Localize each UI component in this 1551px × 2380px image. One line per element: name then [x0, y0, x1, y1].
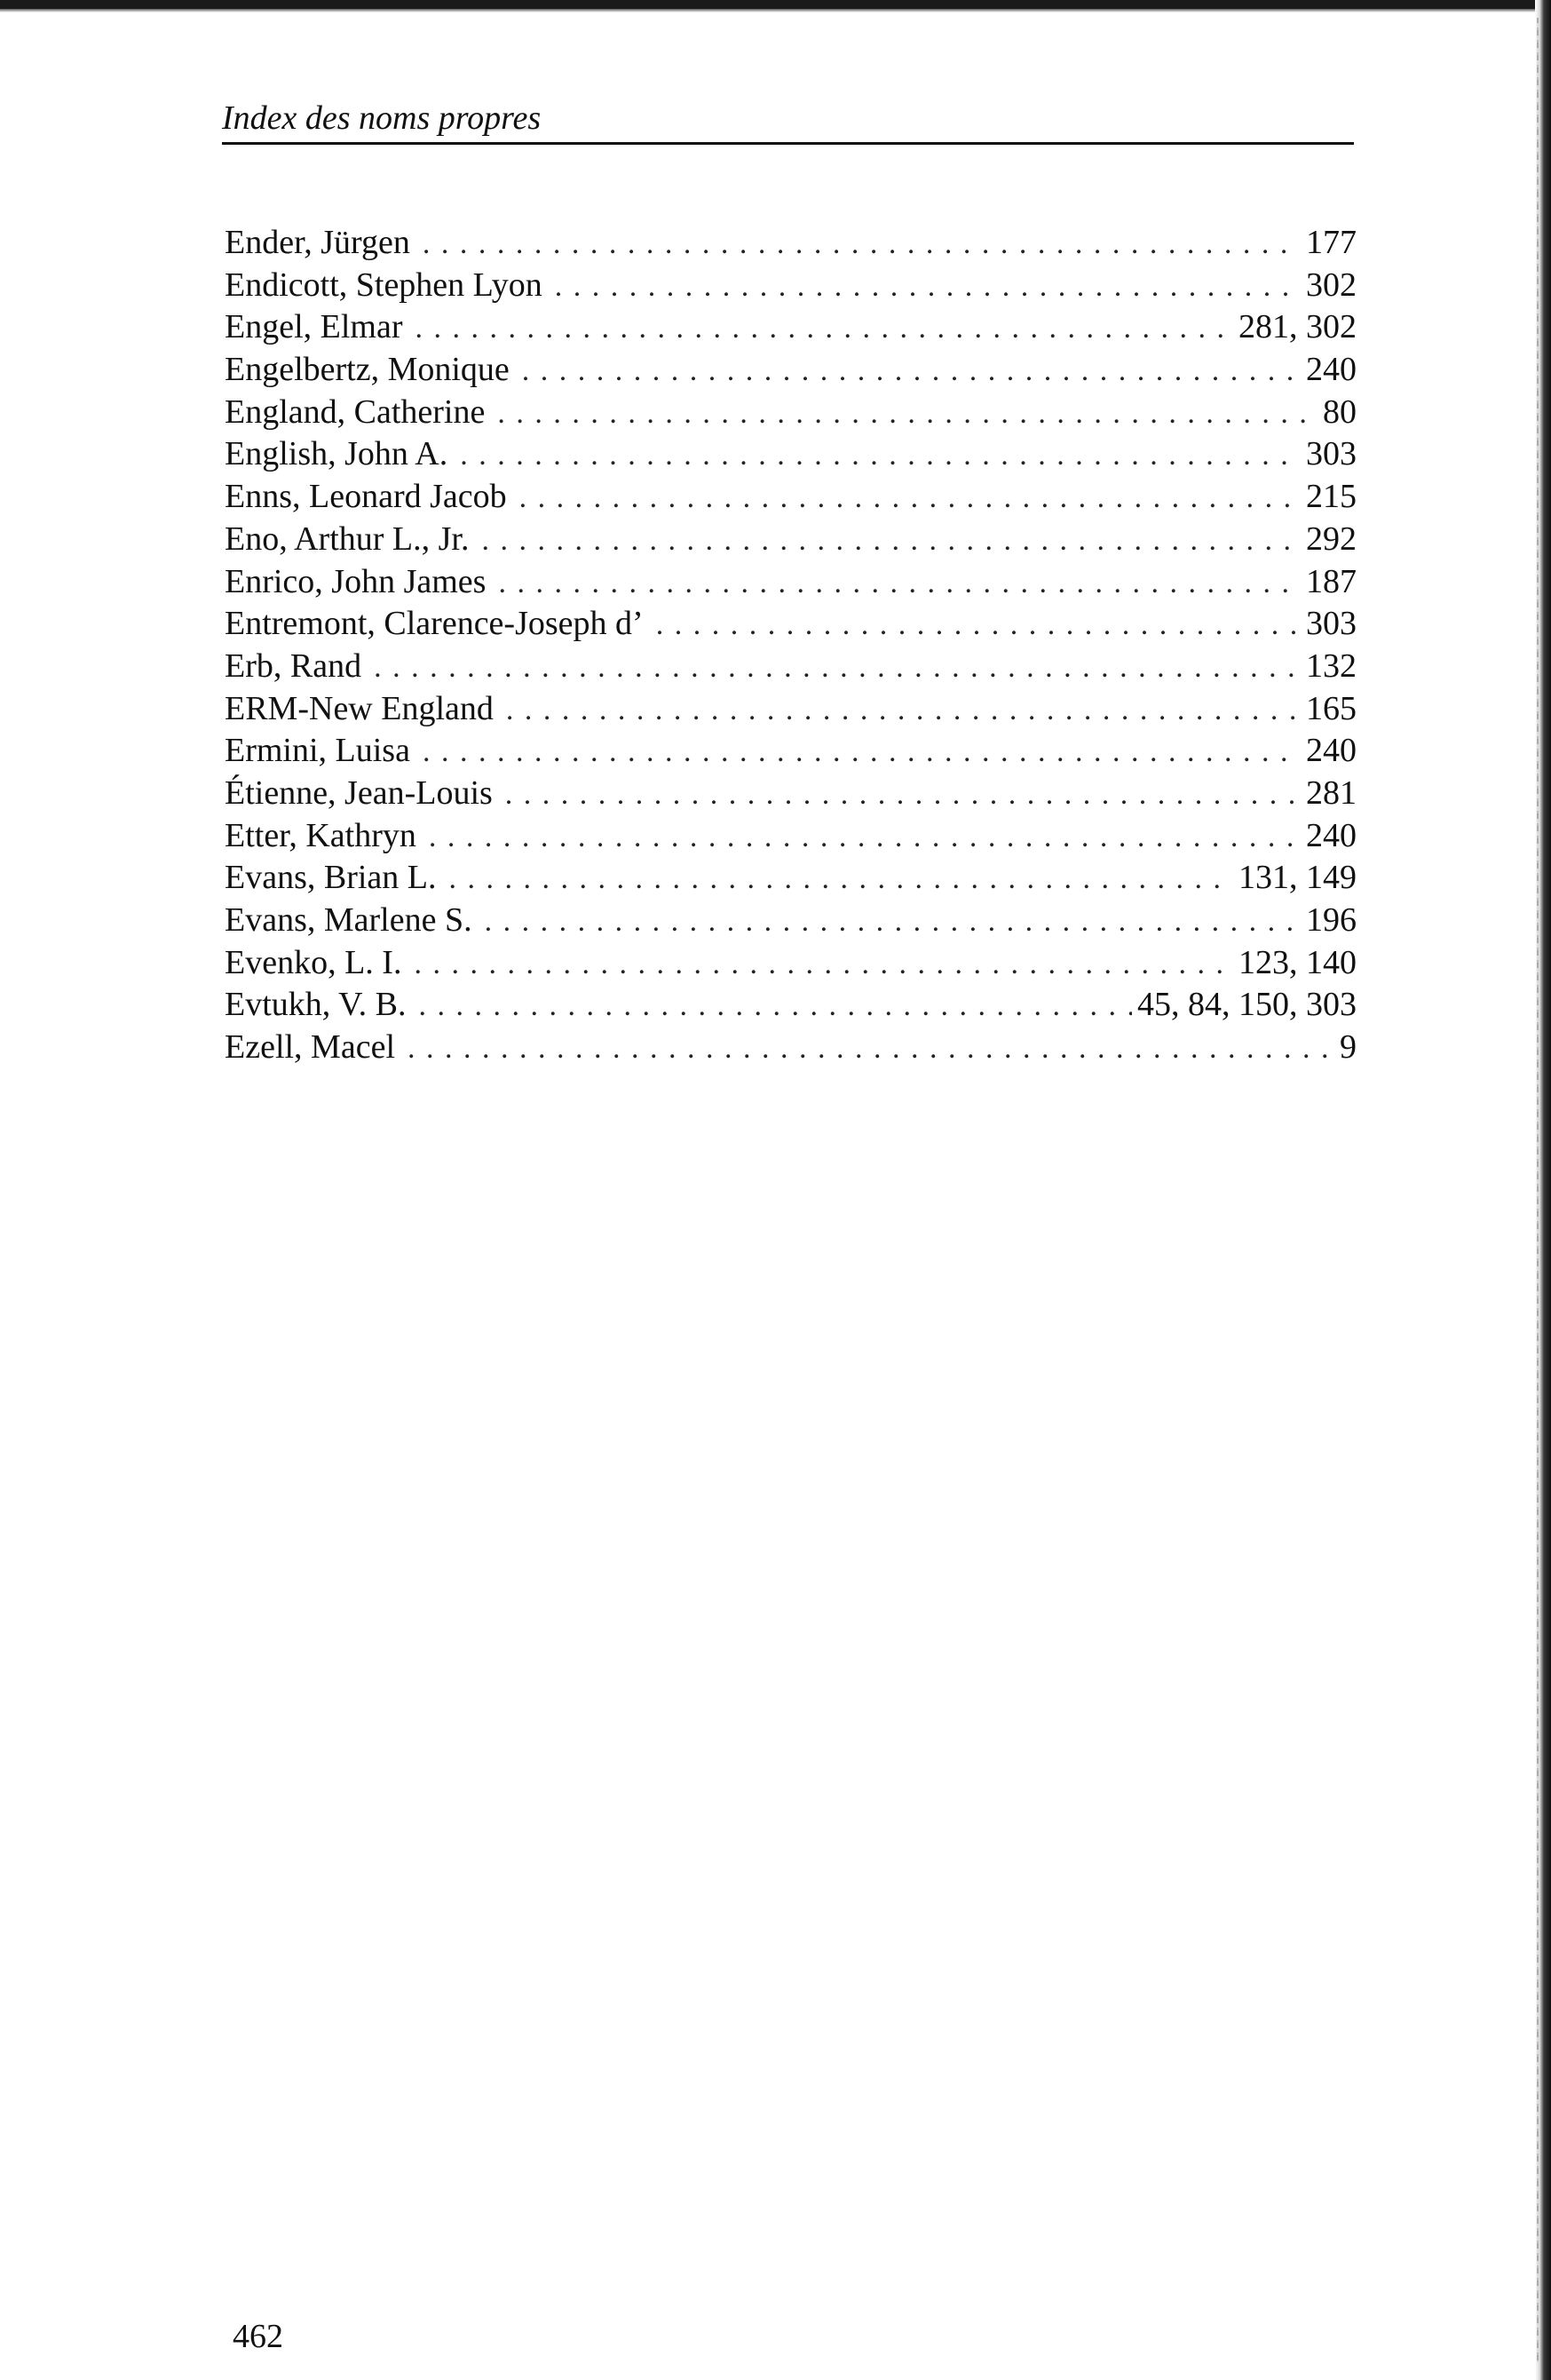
index-entry	[225, 392, 1357, 434]
index-entry	[225, 476, 1357, 519]
entry-pages: 281	[1306, 774, 1357, 812]
index-entry	[225, 433, 1357, 476]
dot-leader	[497, 393, 1318, 435]
entry-pages: 80	[1323, 393, 1357, 431]
dot-leader	[505, 774, 1301, 816]
entry-name: Ermini, Luisa	[225, 732, 410, 770]
entry-pages: 292	[1306, 520, 1357, 558]
dot-leader	[414, 943, 1233, 986]
dot-leader	[415, 307, 1233, 350]
index-entry	[225, 815, 1357, 858]
entry-name: Evans, Brian L.	[225, 859, 437, 897]
entry-name: Enns, Leonard Jacob	[225, 478, 507, 516]
entry-name: Engel, Elmar	[225, 308, 403, 346]
entry-pages: 177	[1306, 224, 1357, 261]
entry-pages: 132	[1306, 647, 1357, 685]
running-head-rule	[222, 142, 1354, 145]
scan-binding-edge	[1535, 0, 1551, 2380]
index-entry	[225, 942, 1357, 985]
entry-name: Evenko, L. I.	[225, 943, 402, 981]
index-entry	[225, 561, 1357, 604]
index-entry	[225, 857, 1357, 900]
dot-leader	[656, 604, 1301, 647]
dot-leader	[374, 647, 1301, 689]
dot-leader	[481, 520, 1301, 562]
entry-pages: 9	[1340, 1028, 1357, 1067]
entry-name: Evtukh, V. B.	[225, 986, 407, 1024]
index-entry	[225, 519, 1357, 561]
entry-pages: 187	[1306, 562, 1357, 600]
entry-pages: 302	[1306, 266, 1357, 304]
index-entry	[225, 306, 1357, 349]
entry-name: Enrico, John James	[225, 562, 487, 600]
entry-name: Endicott, Stephen Lyon	[225, 266, 542, 304]
entry-name: English, John A.	[225, 435, 448, 473]
entry-name: Eno, Arthur L., Jr.	[225, 520, 470, 558]
entry-pages: 215	[1306, 478, 1357, 516]
index-entry	[225, 773, 1357, 815]
dot-leader	[555, 266, 1301, 308]
entry-pages: 240	[1306, 351, 1357, 389]
entry-pages: 123, 140	[1238, 943, 1357, 981]
index-entry	[225, 222, 1357, 265]
dot-leader	[498, 562, 1301, 605]
entry-pages: 45, 84, 150, 303	[1137, 986, 1357, 1024]
dot-leader	[506, 689, 1301, 732]
index-entry	[225, 984, 1357, 1027]
dot-leader	[429, 816, 1301, 859]
entry-name: Evans, Marlene S.	[225, 901, 472, 939]
entry-pages: 240	[1306, 816, 1357, 854]
page-number: 462	[233, 2318, 283, 2355]
dot-leader	[418, 985, 1132, 1027]
index-entry	[225, 265, 1357, 307]
scan-top-edge	[0, 0, 1551, 9]
entry-pages: 165	[1306, 689, 1357, 727]
dot-leader	[460, 434, 1301, 477]
index-entry	[225, 646, 1357, 688]
index-list	[225, 222, 1357, 1069]
entry-pages: 131, 149	[1238, 859, 1357, 897]
entry-pages: 303	[1306, 435, 1357, 473]
index-entry	[225, 1027, 1357, 1069]
running-head: Index des noms propres	[222, 99, 542, 137]
index-entry	[225, 349, 1357, 392]
entry-name: Erb, Rand	[225, 647, 362, 685]
dot-leader	[423, 223, 1301, 266]
entry-name: Ender, Jürgen	[225, 224, 410, 261]
index-entry	[225, 730, 1357, 773]
entry-pages: 196	[1306, 901, 1357, 939]
dot-leader	[423, 731, 1301, 774]
entry-pages: 281, 302	[1238, 308, 1357, 346]
entry-name: ERM-New England	[225, 689, 494, 727]
entry-pages: 303	[1306, 605, 1357, 643]
dot-leader	[449, 858, 1233, 900]
dot-leader	[522, 350, 1301, 393]
entry-name: Entremont, Clarence-Joseph d’	[225, 605, 644, 643]
entry-name: Ezell, Macel	[225, 1028, 396, 1067]
entry-name: Engelbertz, Monique	[225, 351, 510, 389]
entry-name: Étienne, Jean-Louis	[225, 774, 493, 812]
index-entry	[225, 688, 1357, 731]
dot-leader	[485, 900, 1301, 943]
dot-leader	[408, 1027, 1334, 1070]
dot-leader	[519, 477, 1301, 520]
index-entry	[225, 603, 1357, 646]
entry-name: Etter, Kathryn	[225, 816, 416, 854]
index-entry	[225, 900, 1357, 942]
entry-pages: 240	[1306, 732, 1357, 770]
entry-name: England, Catherine	[225, 393, 486, 431]
